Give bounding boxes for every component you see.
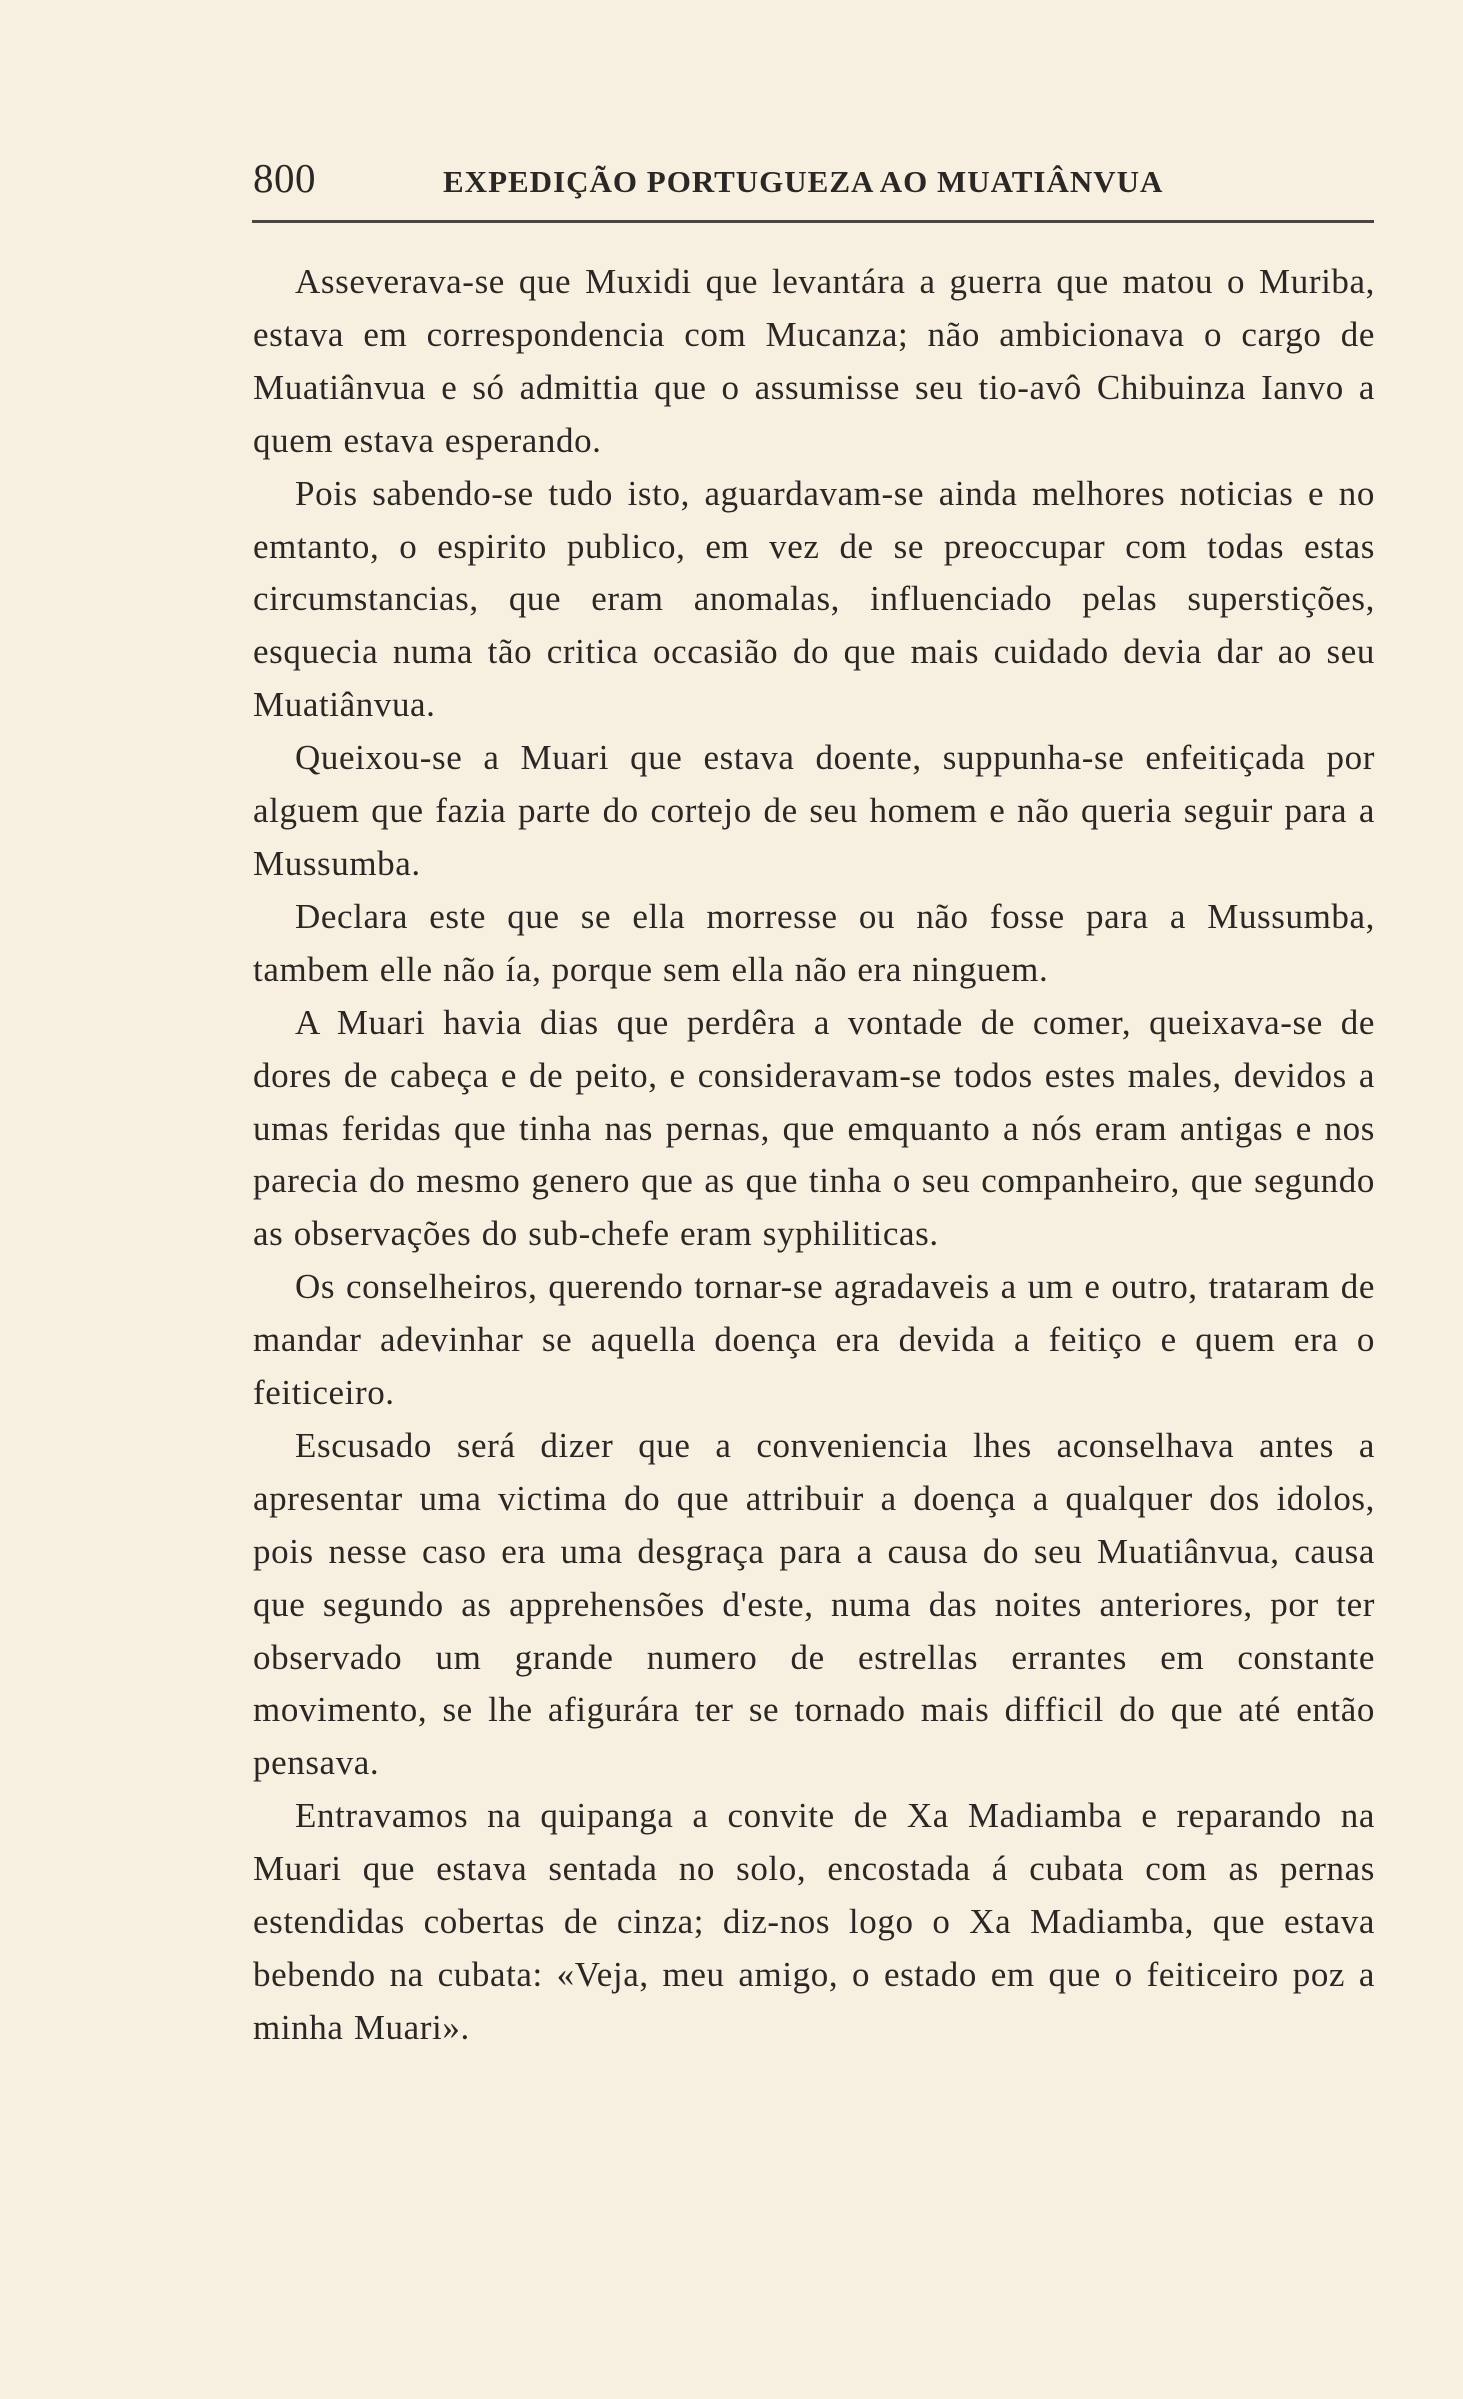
paragraph: Queixou-se a Muari que estava doente, suppunha-se enfeitiçada por alguem que fazia parte do cortejo de seu homem e não queria seguir para a Mussumba. [253,738,1375,883]
paragraph: Escusado será dizer que a conveniencia lhes aconselhava antes a apresentar uma victima do que attribuir a doença a qualquer dos idolos, pois nesse caso era uma desgraça para a causa do seu Muatiânvua, causa que segundo as apprehensões d'este, numa das noites anteriores, por ter observado um grande numero de estrellas errantes em constante movimento, se lhe afigurára ter se tornado mais difficil do que até então pensava. [253,1425,1375,1783]
paragraph: A Muari havia dias que perdêra a vontade de comer, queixava-se de dores de cabeça e de peito, e consideravam-se todos estes males, devidos a umas feridas que tinha nas pernas, que emquanto a nós eram antigas e nos parecia do mesmo genero que as que tinha o seu companheiro, que segundo as observações do sub-chefe eram syphiliticas. [253,1002,1375,1254]
body-text [253,256,1375,2055]
paragraph: Os conselheiros, querendo tornar-se agradaveis a um e outro, trataram de mandar adevinhar se aquella doença era devida a feitiço e quem era o feiticeiro. [253,1267,1375,1413]
paragraph: Entravamos na quipanga a convite de Xa Madiamba e reparando na Muari que estava sentada no solo, encostada á cubata com as pernas estendidas cobertas de cinza; diz-nos logo o Xa Madiamba, que estava bebendo na cubata: «Veja, meu amigo, o estado em que o feiticeiro poz a minha Muari». [253,1796,1375,2047]
paragraph: Asseverava-se que Muxidi que levantára a guerra que matou o Muriba, estava em correspondencia com Mucanza; não ambicionava o cargo de Muatiânvua e só admittia que o assumisse seu tio-avô Chibuinza Ianvo a quem estava esperando. [253,262,1375,460]
running-title: EXPEDIÇÃO PORTUGUEZA AO MUATIÂNVUA [443,164,1164,199]
page-number: 800 [253,155,316,201]
header-rule [252,220,1374,223]
paragraph: Declara este que se ella morresse ou não fosse para a Mussumba, tambem elle não ía, porque sem ella não era ninguem. [253,896,1375,989]
page-header [253,150,1373,210]
paragraph: Pois sabendo-se tudo isto, aguardavam-se ainda melhores noticias e no emtanto, o espirito publico, em vez de se preoccupar com todas estas circumstancias, que eram anomalas, influenciado pelas superstições, esquecia numa tão critica occasião do que mais cuidado devia dar ao seu Muatiânvua. [253,473,1375,725]
